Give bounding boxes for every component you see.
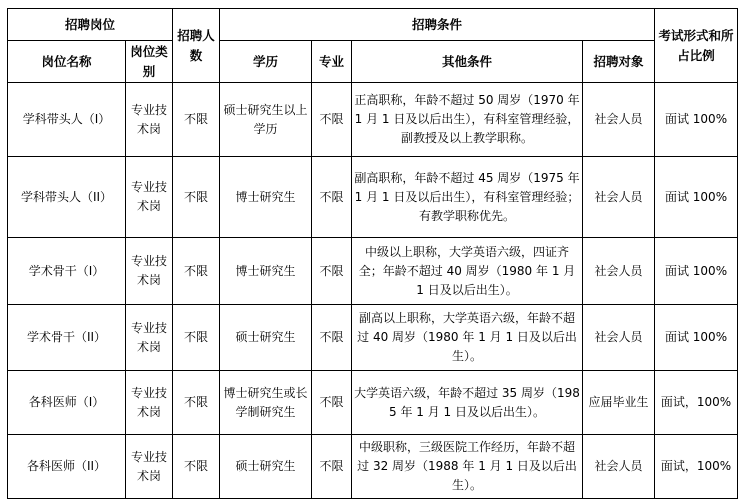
- cell-other: 正高职称，年龄不超过 50 周岁（1970 年 1 月 1 日及以后出生），有科室管理经验，副教授及以上教学职称。: [352, 83, 583, 157]
- cell-other: 大学英语六级，年龄不超过 35 周岁（1985 年 1 月 1 日及以后出生）。: [352, 371, 583, 435]
- cell-count: 不限: [173, 435, 220, 499]
- cell-count: 不限: [173, 157, 220, 238]
- cell-type: 专业技术岗: [126, 238, 173, 305]
- cell-exam: 面试，100%: [655, 435, 738, 499]
- cell-education: 博士研究生: [220, 157, 312, 238]
- cell-major: 不限: [312, 371, 352, 435]
- cell-type: 专业技术岗: [126, 371, 173, 435]
- cell-target: 社会人员: [583, 238, 655, 305]
- table-row: [8, 238, 738, 305]
- cell-type: 专业技术岗: [126, 83, 173, 157]
- table-row: [8, 305, 738, 371]
- table-row: [8, 83, 738, 157]
- cell-other: 中级职称，三级医院工作经历，年龄不超过 32 周岁（1988 年 1 月 1 日及以后出生）。: [352, 435, 583, 499]
- cell-exam: 面试，100%: [655, 371, 738, 435]
- cell-type: 专业技术岗: [126, 157, 173, 238]
- cell-count: 不限: [173, 83, 220, 157]
- cell-exam: 面试 100%: [655, 157, 738, 238]
- cell-education: 博士研究生或长学制研究生: [220, 371, 312, 435]
- cell-target: 社会人员: [583, 305, 655, 371]
- cell-target: 社会人员: [583, 157, 655, 238]
- cell-count: 不限: [173, 305, 220, 371]
- cell-target: 应届毕业生: [583, 371, 655, 435]
- cell-major: 不限: [312, 83, 352, 157]
- cell-name: 各科医师（I）: [8, 371, 126, 435]
- cell-type: 专业技术岗: [126, 305, 173, 371]
- cell-name: 学科带头人（I）: [8, 83, 126, 157]
- table-row: [8, 371, 738, 435]
- table-row: [8, 435, 738, 499]
- cell-other: 中级以上职称，大学英语六级，四证齐全；年龄不超过 40 周岁（1980 年 1 月 1 日及以后出生）。: [352, 238, 583, 305]
- cell-target: 社会人员: [583, 435, 655, 499]
- cell-name: 各科医师（II）: [8, 435, 126, 499]
- header-other: 其他条件: [352, 41, 583, 83]
- header-group-conditions: 招聘条件: [220, 9, 655, 41]
- header-major: 专业: [312, 41, 352, 83]
- cell-count: 不限: [173, 238, 220, 305]
- cell-major: 不限: [312, 305, 352, 371]
- cell-major: 不限: [312, 157, 352, 238]
- cell-education: 硕士研究生: [220, 435, 312, 499]
- cell-exam: 面试 100%: [655, 238, 738, 305]
- cell-education: 硕士研究生: [220, 305, 312, 371]
- cell-major: 不限: [312, 435, 352, 499]
- header-target: 招聘对象: [583, 41, 655, 83]
- header-position-type: 岗位类别: [126, 41, 173, 83]
- header-row-2: [8, 41, 738, 83]
- header-education: 学历: [220, 41, 312, 83]
- cell-education: 博士研究生: [220, 238, 312, 305]
- header-position-name: 岗位名称: [8, 41, 126, 83]
- cell-exam: 面试 100%: [655, 83, 738, 157]
- cell-exam: 面试 100%: [655, 305, 738, 371]
- cell-other: 副高职称，年龄不超过 45 周岁（1975 年 1 月 1 日及以后出生），有科室管理经验；有教学职称优先。: [352, 157, 583, 238]
- cell-name: 学科带头人（II）: [8, 157, 126, 238]
- header-exam: 考试形式和所占比例: [655, 9, 738, 83]
- header-count: 招聘人数: [173, 9, 220, 83]
- cell-major: 不限: [312, 238, 352, 305]
- cell-target: 社会人员: [583, 83, 655, 157]
- recruitment-table: [7, 8, 738, 499]
- header-group-position: 招聘岗位: [8, 9, 173, 41]
- cell-type: 专业技术岗: [126, 435, 173, 499]
- table-row: [8, 157, 738, 238]
- cell-count: 不限: [173, 371, 220, 435]
- header-row-1: [8, 9, 738, 41]
- cell-education: 硕士研究生以上学历: [220, 83, 312, 157]
- cell-name: 学术骨干（II）: [8, 305, 126, 371]
- cell-other: 副高以上职称，大学英语六级，年龄不超过 40 周岁（1980 年 1 月 1 日及以后出生）。: [352, 305, 583, 371]
- cell-name: 学术骨干（I）: [8, 238, 126, 305]
